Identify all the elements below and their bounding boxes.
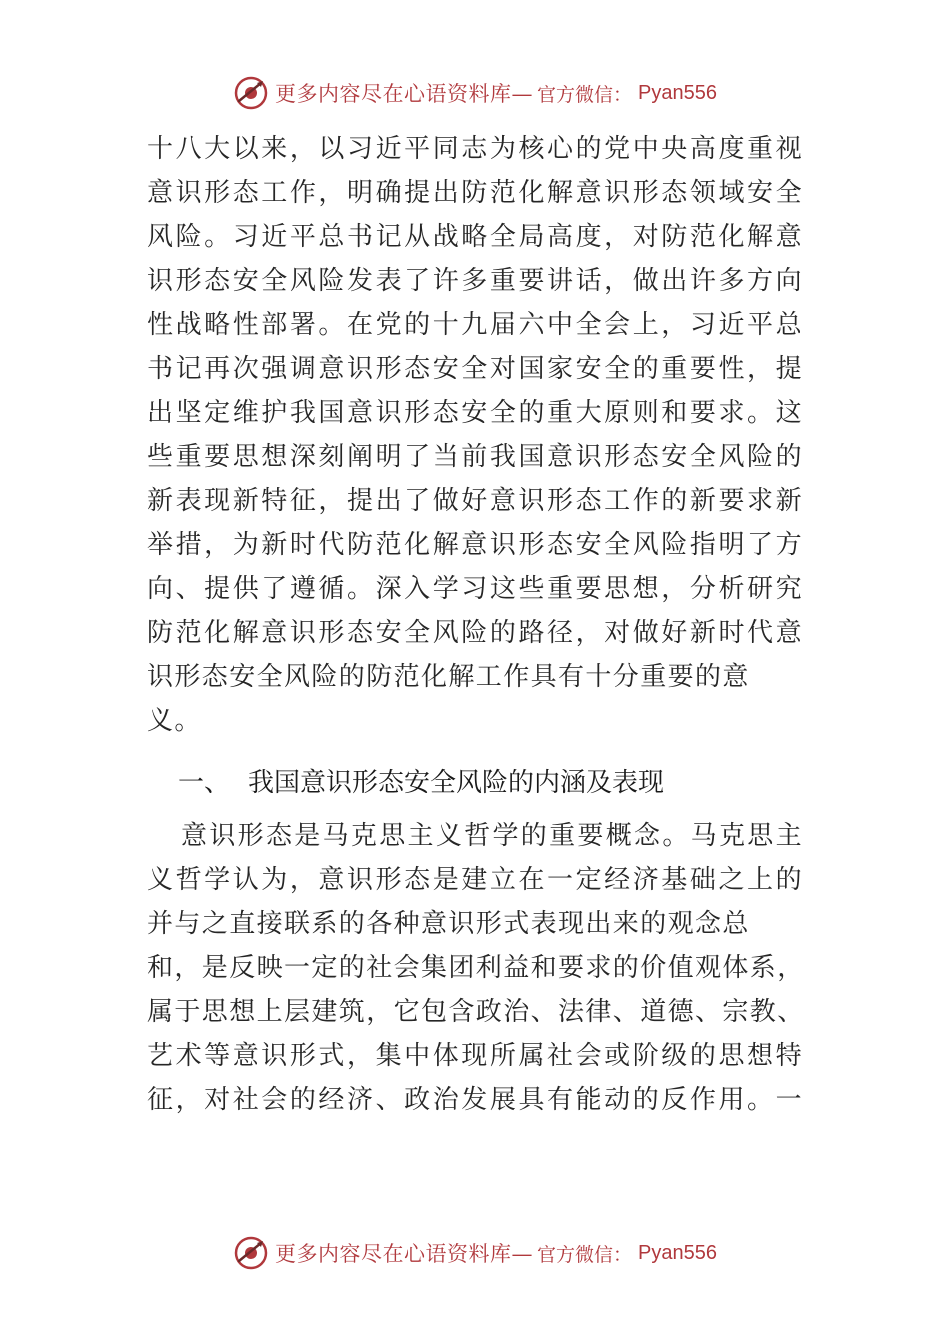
text-line: 出坚定维护我国意识形态安全的重大原则和要求。这: [147, 398, 803, 428]
text-line: 义哲学认为，意识形态是建立在一定经济基础之上的: [147, 865, 803, 895]
text-line: 意识形态工作，明确提出防范化解意识形态领域安全: [147, 178, 803, 208]
banner-wechat-id: Pyan556: [638, 1241, 717, 1264]
section-heading: [178, 758, 664, 802]
brand-logo-icon: [233, 1235, 269, 1271]
text-line: 并与之直接联系的各种意识形式表现出来的观念总: [147, 909, 750, 939]
text-line: 属于思想上层建筑，它包含政治、法律、道德、宗教、: [147, 997, 805, 1027]
header-banner: [0, 71, 950, 115]
text-line: 识形态安全风险的防范化解工作具有十分重要的意: [147, 662, 750, 692]
text-line: 和，是反映一定的社会集团利益和要求的价值观体系，: [147, 953, 805, 983]
text-line: 新表现新特征，提出了做好意识形态工作的新要求新: [147, 486, 803, 516]
text-line: 十八大以来，以习近平同志为核心的党中央高度重视: [147, 134, 803, 164]
banner-text: 更多内容尽在心语资料库—: [275, 1242, 533, 1266]
banner-label: 官方微信：: [537, 83, 633, 106]
text-line: 举措，为新时代防范化解意识形态安全风险指明了方: [147, 530, 803, 560]
text-line: 书记再次强调意识形态安全对国家安全的重要性，提: [147, 354, 803, 384]
text-line: 义。: [147, 706, 202, 736]
text-line: 性战略性部署。在党的十九届六中全会上，习近平总: [147, 310, 803, 340]
banner-text: 更多内容尽在心语资料库—: [275, 82, 533, 106]
text-line: 防范化解意识形态安全风险的路径，对做好新时代意: [147, 618, 803, 648]
text-line: 意识形态是马克思主义哲学的重要概念。马克思主: [181, 821, 803, 851]
paragraph-section-1: [147, 814, 807, 1122]
paragraph-intro: [147, 127, 807, 743]
heading-number: 一、: [178, 767, 231, 798]
text-line: 识形态安全风险发表了许多重要讲话，做出许多方向: [147, 266, 803, 296]
text-line: 风险。习近平总书记从战略全局高度，对防范化解意: [147, 222, 803, 252]
text-line: 艺术等意识形式，集中体现所属社会或阶级的思想特: [147, 1041, 803, 1071]
footer-banner: [0, 1231, 950, 1275]
banner-label: 官方微信：: [537, 1243, 633, 1266]
brand-logo-icon: [233, 75, 269, 111]
text-line: 征，对社会的经济、政治发展具有能动的反作用。一: [147, 1085, 803, 1115]
banner-wechat-id: Pyan556: [638, 81, 717, 104]
text-line: 些重要思想深刻阐明了当前我国意识形态安全风险的: [147, 442, 803, 472]
heading-title: 我国意识形态安全风险的内涵及表现: [248, 767, 665, 798]
text-line: 向、提供了遵循。深入学习这些重要思想，分析研究: [147, 574, 803, 604]
